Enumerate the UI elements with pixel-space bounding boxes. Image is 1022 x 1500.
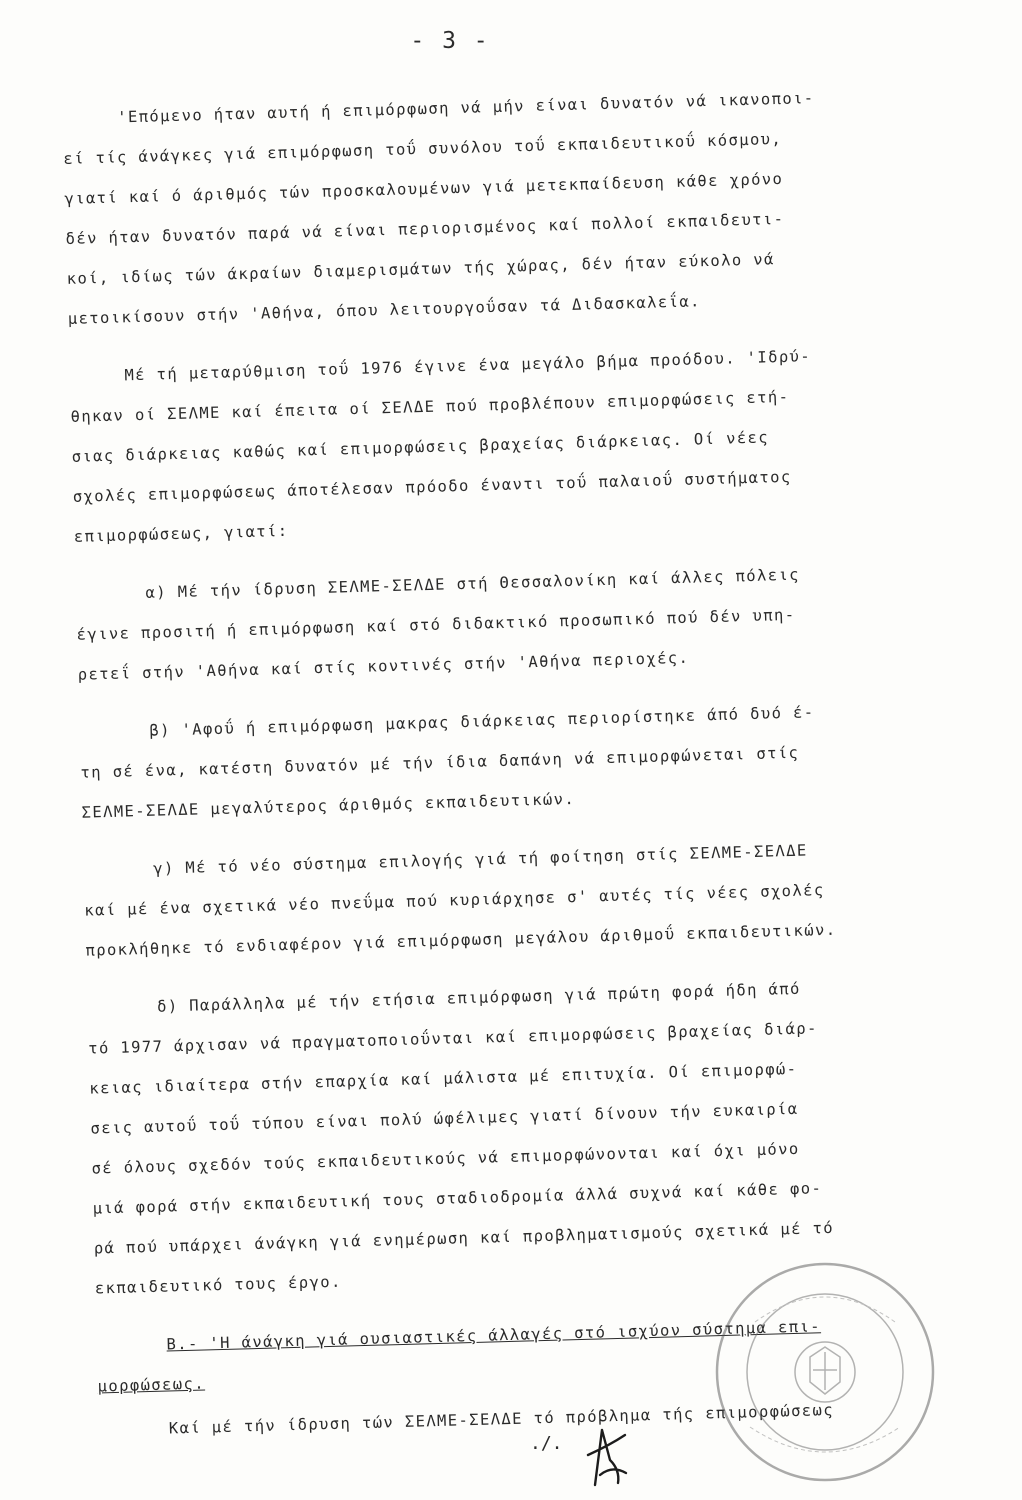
handwritten-signature-icon (540, 1415, 660, 1495)
text-line: θηκαν οί ΣΕΛΜΕ καί έπειτα οί ΣΕΛΔΕ πού προβλέπουν επιμορφώσεις ετή- (70, 387, 790, 426)
text-line: προκλήθηκε τό ενδιαφέρον γιά επιμόρφωση μεγάλου άριθμοΰ εκπαιδευτικών. (85, 920, 837, 960)
text-line: κοί, ιδίως τών άκραίων διαμερισμάτων τής χώρας, δέν ήταν εύκολο νά (66, 250, 776, 288)
text-line: σεις αυτοΰ τοΰ τύπου είναι πολύ ώφέλιμες γιατί δίνουν τήν ευκαιρία (90, 1099, 799, 1138)
text-line: τη σέ ένα, κατέστη δυνατόν μέ τήν ίδια δαπάνη νά επιμορφώνεται στίς (80, 743, 800, 782)
page-number: - 3 - (410, 28, 490, 54)
text-line: γιατί καί ό άριθμός τών προσκαλουμένων γιά μετεκπαίδευση κάθε χρόνο (64, 169, 784, 208)
text-line: σέ όλους σχεδόν τούς εκπαιδευτικούς νά επιμορφώνονται καί όχι μόνο (91, 1139, 800, 1178)
section-heading-text: μορφώσεως. (97, 1374, 206, 1396)
text-line: μετοικίσουν στήν 'Αθήνα, όπου λειτουργοΰσαν τά Διδασκαλεΐα. (67, 292, 702, 328)
text-line: επιμορφώσεως, γιατί: (73, 521, 289, 546)
text-line: 'Επόμενο ήταν αυτή ή επιμόρφωση νά μήν είναι δυνατόν νά ικανοποι- (116, 88, 815, 127)
text-line: Καί μέ τήν ίδρυση τών ΣΕΛΜΕ-ΣΕΛΔΕ τό πρόβλημα τής επιμορφώσεως (168, 1400, 835, 1438)
text-line: εί τίς άνάγκες γιά επιμόρφωση τοΰ συνόλου τοΰ εκπαιδευτικοΰ κόσμου, (63, 129, 783, 168)
text-line: ρετεΐ στήν 'Αθήνα καί στίς κοντινές στήν 'Αθήνα περιοχές. (77, 648, 690, 684)
text-line: κειας ιδιαίτερα στήν επαρχία καί μάλιστα μέ επιτυχία. Οί επιμορφώ- (89, 1059, 798, 1098)
text-line: β) 'Αφοΰ ή επιμόρφωση μακρας διάρκειας περιορίστηκε άπό δυό έ- (149, 703, 815, 740)
text-line: δ) Παράλληλα μέ τήν ετήσια επιμόρφωση γιά πρώτη φορά ήδη άπό (156, 979, 801, 1016)
text-line: τό 1977 άρχισαν νά πραγματοποιοΰνται καί επιμορφώσεις βραχείας διάρ- (87, 1019, 818, 1058)
text-line: έγινε προσιτή ή επιμόρφωση καί στό διδακτικό προσωπικό πού δέν υπη- (76, 605, 796, 644)
text-line: α) Μέ τήν ίδρυση ΣΕΛΜΕ-ΣΕΛΔΕ στή Θεσσαλονίκη καί άλλες πόλεις (145, 565, 801, 602)
official-stamp-icon (625, 1262, 955, 1492)
section-heading-text: Β.- 'Η άνάγκη γιά ουσιαστικές άλλαγές στό ισχύον σύστημα επι- (166, 1317, 822, 1354)
text-line: καί μέ ένα σχετικά νέο πνεΰμα πού κυριάρχησε σ' αυτές τίς νέες σχολές (84, 881, 825, 920)
body-text (62, 83, 1022, 1439)
text-line: Μέ τή μεταρύθμιση τοΰ 1976 έγινε ένα μεγάλο βήμα προόδου. 'Ιδρύ- (124, 347, 812, 385)
text-line: μιά φορά στήν εκπαιδευτική τους σταδιοδρομία άλλά συχνά καί κάθε φο- (92, 1179, 823, 1218)
section-heading-continued (97, 1375, 205, 1396)
text-line: σιας διάρκειας καθώς καί επιμορφώσεις βραχείας διάρκειας. Οί νέες (71, 428, 770, 466)
text-line: ΣΕΛΜΕ-ΣΕΛΔΕ μεγαλύτερος άριθμός εκπαιδευτικών. (81, 789, 576, 822)
text-line: εκπαιδευτικό τους έργο. (94, 1272, 342, 1298)
text-line: γ) Μέ τό νέο σύστημα επιλογής γιά τή φοίτηση στίς ΣΕΛΜΕ-ΣΕΛΔΕ (152, 841, 808, 878)
text-line: ρά πού υπάρχει άνάγκη γιά ενημέρωση καί προβληματισμούς σχετικά μέ τό (93, 1218, 835, 1258)
text-line: σχολές επιμορφώσεως άποτέλεσαν πρόοδο έναντι τοΰ παλαιοΰ συστήματος (72, 467, 792, 506)
end-mark: ./. (530, 1433, 563, 1454)
text-line: δέν ήταν δυνατόν παρά νά είναι περιορισμένος καί πολλοί εκπαιδευτι- (65, 209, 785, 248)
